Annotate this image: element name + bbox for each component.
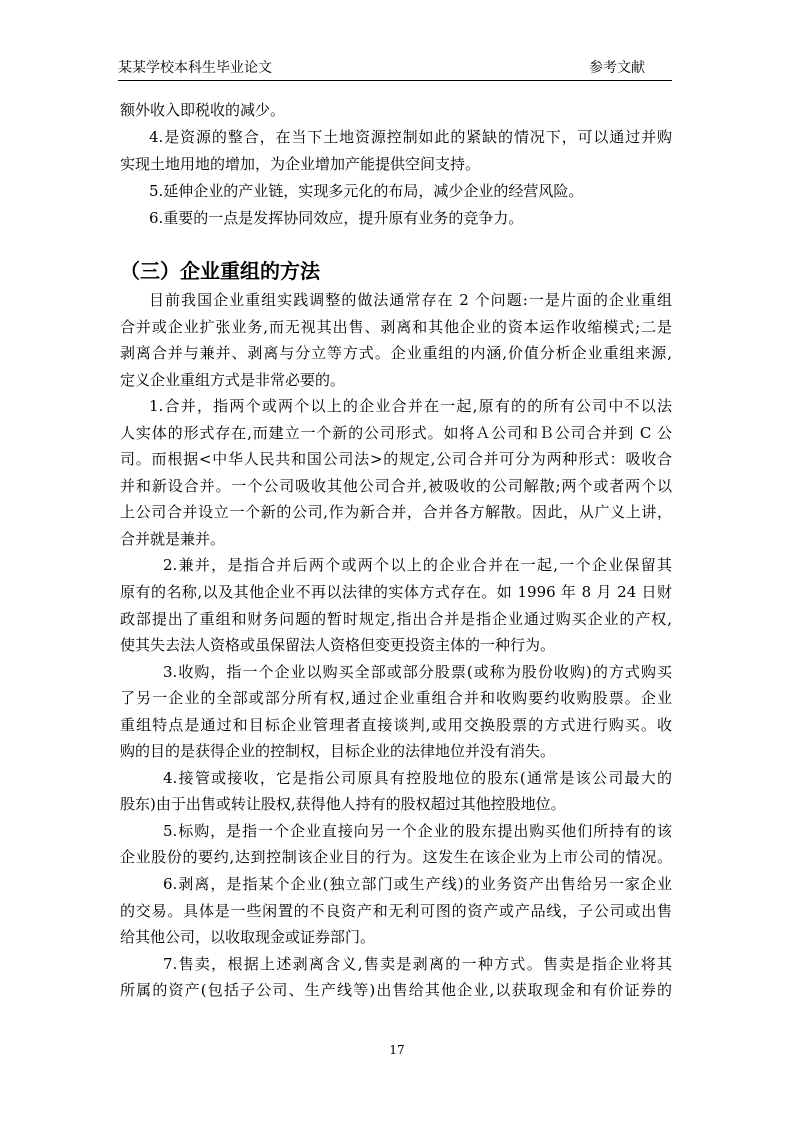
paragraph	[120, 765, 672, 818]
paragraph	[120, 871, 672, 951]
text-line: 购的目的是获得企业的控制权，目标企业的法律地位并没有消失。	[120, 742, 556, 761]
text-line: 1.合并，指两个或两个以上的企业合并在一起,原有的的所有公司中不以法	[149, 397, 672, 416]
text-line: 政部提出了重组和财务问题的暂时规定,指出合并是指企业通过购买企业的产权,	[120, 609, 672, 628]
text-line: 4.接管或接收，它是指公司原具有控股地位的股东(通常是该公司最大的	[163, 768, 672, 787]
text-line: 原有的名称,以及其他企业不再以法律的实体方式存在。如 1996 年 8 月 24 日财	[120, 583, 672, 602]
text-line: 的交易。具体是一些闲置的不良资产和无利可图的资产或产品线，子公司或出售	[120, 901, 672, 920]
text-line: 所属的资产(包括子公司、生产线等)出售给其他企业,以获取现金和有价证券的	[120, 981, 672, 1000]
paragraph	[120, 178, 672, 205]
text-line: 2.兼并，是指合并后两个或两个以上的企业合并在一起,一个企业保留其	[163, 556, 672, 575]
text-line: 企业股份的要约,达到控制该企业目的行为。这发生在该企业为上市公司的情况。	[120, 848, 672, 867]
paragraph	[120, 205, 672, 232]
text-line: 合并就是兼并。	[120, 529, 226, 548]
text-line: 了另一企业的全部或部分所有权,通过企业重组合并和收购要约收购股票。企业	[120, 689, 672, 708]
text-line: 剥离合并与兼并、剥离与分立等方式。企业重组的内涵,价值分析企业重组来源,	[120, 344, 672, 363]
text-line: 给其他公司，以收取现金或证券部门。	[120, 928, 376, 947]
text-line: 使其失去法人资格或虽保留法人资格但变更投资主体的一种行为。	[120, 636, 556, 655]
text-line: 司。而根据<中华人民共和国公司法>的规定,公司合并可分为两种形式：吸收合	[120, 450, 672, 469]
text-line: 上公司合并设立一个新的公司,作为新合并，合并各方解散。因此，从广义上讲，	[120, 503, 672, 522]
text-line: 合并或企业扩张业务,而无视其出售、剥离和其他企业的资本运作收缩模式;二是	[120, 317, 672, 336]
text-line: 人实体的形式存在,而建立一个新的公司形式。如将Ａ公司和Ｂ公司合并到 C 公	[120, 423, 672, 442]
text-line: 6.重要的一点是发挥协同效应，提升原有业务的竞争力。	[149, 209, 524, 227]
paragraph	[120, 951, 672, 1004]
section-heading: （三）企业重组的方法	[120, 259, 320, 283]
paragraph	[120, 97, 672, 124]
text-line: 股东)由于出售或转让股权,获得他人持有的股权超过其他控股地位。	[120, 795, 566, 814]
page-number: 17	[389, 1043, 405, 1057]
text-line: 4.是资源的整合，在当下土地资源控制如此的紧缺的情况下，可以通过并购	[149, 128, 672, 146]
text-line: 目前我国企业重组实践调整的做法通常存在 2 个问题:一是片面的企业重组	[149, 291, 672, 309]
text-line: 重组特点是通过和目标企业管理者直接谈判,或用交换股票的方式进行购买。收	[120, 715, 672, 734]
text-line: 定义企业重组方式是非常必要的。	[120, 370, 346, 389]
paragraph	[120, 552, 672, 658]
text-line: 3.收购，指一个企业以购买全部或部分股票(或称为股份收购)的方式购买	[163, 662, 672, 681]
text-line: 5.标购，是指一个企业直接向另一个企业的股东提出购买他们所持有的该	[163, 821, 672, 840]
header-school-title: 某某学校本科生毕业论文	[118, 60, 272, 76]
text-line: 额外收入即税收的减少。	[120, 101, 286, 119]
text-line: 6.剥离，是指某个企业(独立部门或生产线)的业务资产出售给另一家企业	[163, 875, 672, 894]
header-section-title: 参考文献	[589, 60, 645, 76]
page-header	[118, 59, 672, 81]
paragraph	[120, 818, 672, 871]
text-line: 7.售卖，根据上述剥离含义,售卖是剥离的一种方式。售卖是指企业将其	[163, 954, 672, 973]
paragraph	[120, 393, 672, 552]
text-line: 实现土地用地的增加，为企业增加产能提供空间支持。	[120, 155, 481, 173]
text-line: 5.延伸企业的产业链，实现多元化的布局，减少企业的经营风险。	[149, 182, 584, 200]
text-line: 并和新设合并。一个公司吸收其他公司合并,被吸收的公司解散;两个或者两个以	[120, 476, 672, 495]
body-text	[120, 287, 672, 1004]
paragraph	[120, 124, 672, 178]
paragraph	[120, 659, 672, 765]
paragraph	[120, 287, 672, 393]
body-text-before-heading	[120, 97, 672, 232]
